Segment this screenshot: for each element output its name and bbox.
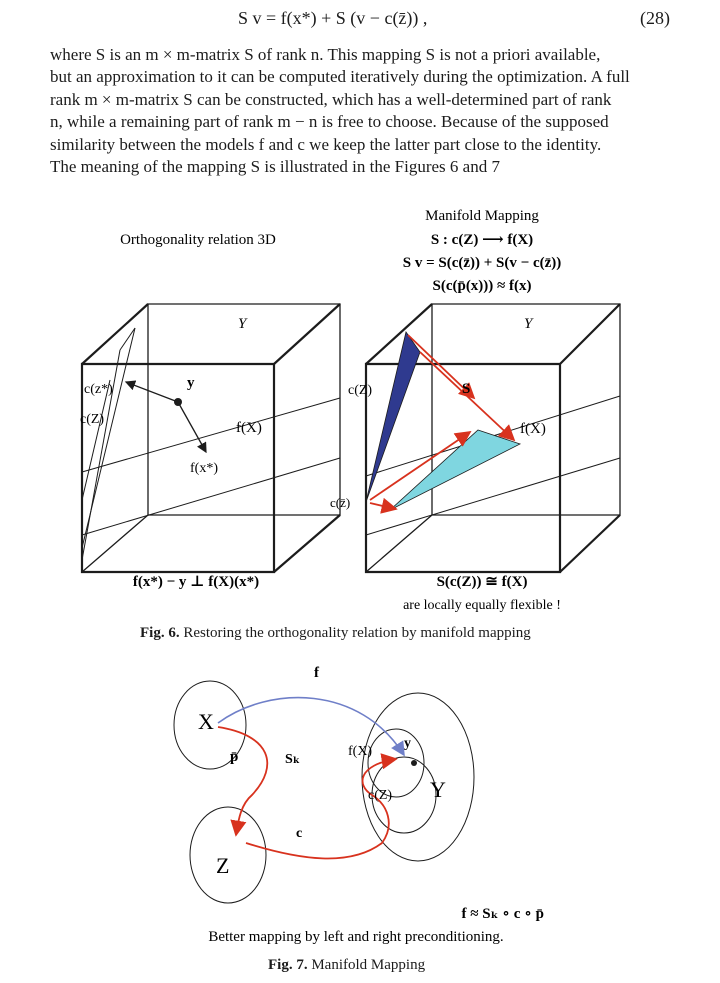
paragraph-line: rank m × m-matrix S can be constructed, which has a well-determined part of rank <box>50 89 612 109</box>
left-label-c-z-star: c(z*) <box>84 382 113 397</box>
label-Z: Z <box>216 853 230 878</box>
body-paragraph <box>50 44 672 178</box>
right-label-c-Z: c(Z) <box>348 383 373 398</box>
figure-7-formula: f ≈ Sₖ ∘ c ∘ p̄ <box>461 906 544 922</box>
label-f-X: f(X) <box>348 744 373 759</box>
figure-7-subcaption: Better mapping by left and right preconditioning. <box>208 929 504 945</box>
left-cube <box>82 304 340 572</box>
figure-6 <box>0 200 720 650</box>
right-label-c-zbar: c(z̄) <box>330 495 351 510</box>
equation-number: (28) <box>640 8 670 28</box>
left-label-f-X: f(X) <box>236 420 262 436</box>
equation-28 <box>0 6 720 32</box>
paragraph-line: but an approximation to it can be computed iteratively during the optimization. A full <box>50 67 630 87</box>
figure-6-caption <box>140 625 531 642</box>
label-X: X <box>198 709 214 734</box>
left-bottom-formula: f(x*) − y ⊥ f(X)(x*) <box>132 574 260 590</box>
figure-7-caption-text: Manifold Mapping <box>311 957 426 973</box>
right-bottom-formula: S(c(Z)) ≅ f(X) <box>436 574 528 590</box>
figure-7-caption <box>268 957 425 974</box>
right-label-f-X: f(X) <box>520 421 546 437</box>
figure-6-caption-text: Restoring the orthogonality relation by manifold mapping <box>183 625 531 641</box>
right-label-Y: Y <box>524 316 533 332</box>
figure-6-caption-label: Fig. 6. <box>140 625 180 641</box>
arrow-c <box>246 759 396 858</box>
left-label-Y: Y <box>238 316 247 332</box>
left-title: Orthogonality relation 3D <box>120 232 276 248</box>
figure-6-diagram <box>0 200 720 620</box>
label-y: y <box>404 736 411 751</box>
label-c-Z: c(Z) <box>368 788 393 803</box>
label-S-k: Sₖ <box>285 752 301 767</box>
right-title-line: S v = S(c(z̄)) + S(v − c(z̄)) <box>402 255 562 271</box>
point-y <box>174 398 182 406</box>
label-Y: Y <box>430 777 446 802</box>
right-label-S: S <box>462 381 471 397</box>
right-bottom-note: are locally equally flexible ! <box>403 598 561 613</box>
left-cube-vectors <box>126 382 206 452</box>
right-title-line: Manifold Mapping <box>425 208 539 224</box>
point-y <box>411 760 417 766</box>
range-Y-ellipse <box>362 693 474 861</box>
figure-7-diagram <box>0 655 720 945</box>
right-title-line: S(c(p̄(x))) ≈ f(x) <box>432 278 532 294</box>
label-p-bar: p̄ <box>230 749 239 765</box>
label-f: f <box>314 665 319 681</box>
right-title-line: S : c(Z) ⟶ f(X) <box>430 232 534 248</box>
figure-7-caption-label: Fig. 7. <box>268 957 308 973</box>
left-label-c-Z: c(Z) <box>80 412 105 427</box>
paragraph-line: n, while a remaining part of rank m − n is free to choose. Because of the supposed <box>50 112 609 132</box>
paragraph-line: The meaning of the mapping S is illustrated in the Figures 6 and 7 <box>50 157 500 177</box>
left-label-y: y <box>187 375 195 391</box>
left-label-f-x-star: f(x*) <box>190 461 218 476</box>
label-c: c <box>296 826 303 841</box>
paragraph-line: similarity between the models f and c we keep the latter part close to the identity. <box>50 134 602 154</box>
figure-7 <box>0 655 720 980</box>
paragraph-line: where S is an m × m-matrix S of rank n. This mapping S is not a priori available, <box>50 45 601 64</box>
equation-formula: S v = f(x*) + S (v − c(z̄)) , <box>238 8 428 28</box>
